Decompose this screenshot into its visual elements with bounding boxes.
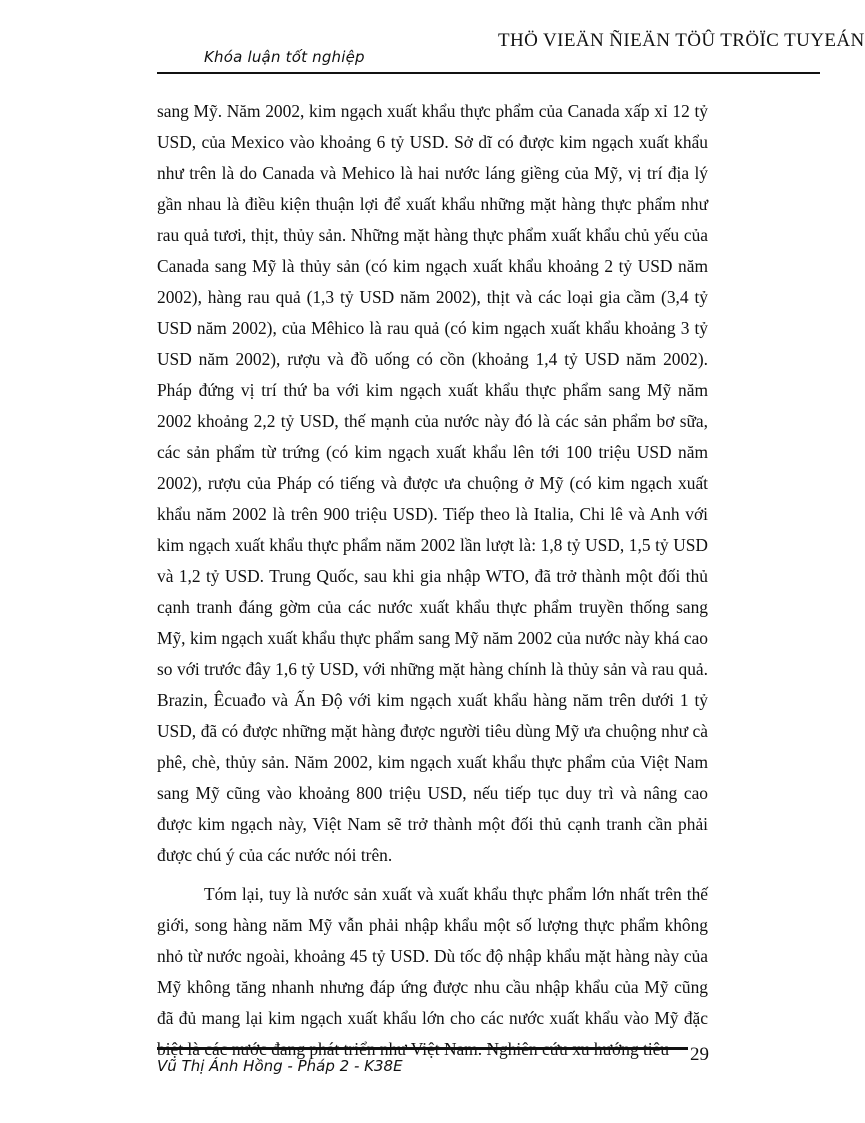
body-text — [157, 96, 708, 1065]
author-footer: Vũ Thị Ánh Hồng - Pháp 2 - K38E — [157, 1057, 403, 1075]
footer-divider — [157, 1047, 688, 1050]
header-divider — [157, 72, 820, 74]
page-number: 29 — [690, 1044, 709, 1065]
paragraph-continued: sang Mỹ. Năm 2002, kim ngạch xuất khẩu thực phẩm của Canada xấp xỉ 12 tỷ USD, của Mexico vào khoảng 6 tỷ USD. Sở dĩ có được kim ngạch xuất khẩu như trên là do Canada và Mehico là hai nước láng giềng của Mỹ, vị trí địa lý gần nhau là điều kiện thuận lợi để xuất khẩu những mặt hàng thực phẩm như rau quả tươi, thịt, thủy sản. Những mặt hàng thực phẩm xuất khẩu chủ yếu của Canada sang Mỹ là thủy sản (có kim ngạch xuất khẩu khoảng 2 tỷ USD năm 2002), hàng rau quả (1,3 tỷ USD năm 2002), thịt và các loại gia cầm (3,4 tỷ USD năm 2002), của Mêhico là rau quả (có kim ngạch xuất khẩu khoảng 3 tỷ USD năm 2002), rượu và đồ uống có cồn (khoảng 1,4 tỷ USD năm 2002). Pháp đứng vị trí thứ ba với kim ngạch xuất khẩu thực phẩm sang Mỹ năm 2002 khoảng 2,2 tỷ USD, thế mạnh của nước này đó là các sản phẩm bơ sữa, các sản phẩm từ trứng (có kim ngạch xuất khẩu lên tới 100 triệu USD năm 2002), rượu của Pháp có tiếng và được ưa chuộng ở Mỹ (có kim ngạch xuất khẩu năm 2002 là trên 900 triệu USD). Tiếp theo là Italia, Chi lê và Anh với kim ngạch xuất khẩu thực phẩm năm 2002 lần lượt là: 1,8 tỷ USD, 1,5 tỷ USD và 1,2 tỷ USD. Trung Quốc, sau khi gia nhập WTO, đã trở thành một đối thủ cạnh tranh đáng gờm của các nước xuất khẩu thực phẩm truyền thống sang Mỹ, kim ngạch xuất khẩu thực phẩm sang Mỹ năm 2002 của nước này khá cao so với trước đây 1,6 tỷ USD, với những mặt hàng chính là thủy sản và rau quả. Brazin, Êcuađo và Ấn Độ với kim ngạch xuất khẩu hàng năm trên dưới 1 tỷ USD, đã có được những mặt hàng được người tiêu dùng Mỹ ưa chuộng như cà phê, chè, thủy sản. Năm 2002, kim ngạch xuất khẩu thực phẩm của Việt Nam sang Mỹ cũng vào khoảng 800 triệu USD, nếu tiếp tục duy trì và nâng cao được kim ngạch này, Việt Nam sẽ trở thành một đối thủ cạnh tranh cần phải được chú ý của các nước nói trên. — [157, 101, 708, 865]
library-header: THÖ VIEÄN ÑIEÄN TÖÛ TRÖÏC TUYEÁN — [498, 30, 865, 51]
paragraph-summary: Tóm lại, tuy là nước sản xuất và xuất khẩu thực phẩm lớn nhất trên thế giới, song hàng năm Mỹ vẫn phải nhập khẩu một số lượng thực phẩm không nhỏ từ nước ngoài, khoảng 45 tỷ USD. Dù tốc độ nhập khẩu mặt hàng này của Mỹ không tăng nhanh nhưng đáp ứng được nhu cầu nhập khẩu của Mỹ cũng đã đủ mang lại kim ngạch xuất khẩu lớn cho các nước xuất khẩu vào Mỹ đặc — [157, 884, 708, 1028]
thesis-header: Khóa luận tốt nghiệp — [204, 48, 365, 66]
